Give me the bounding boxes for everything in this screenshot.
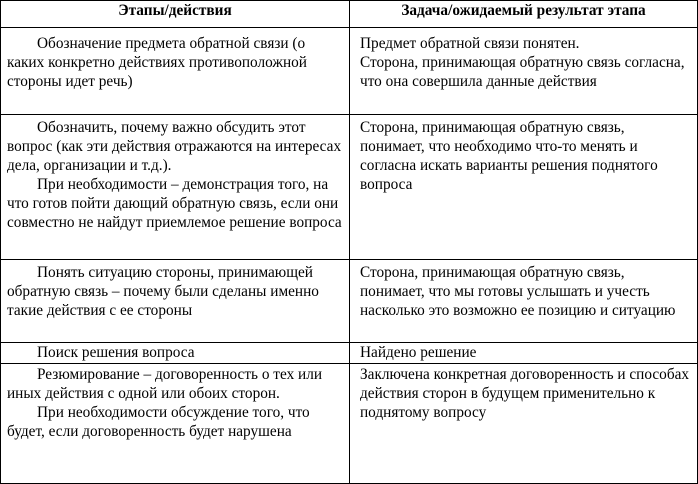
result-cell <box>350 343 698 364</box>
stage-cell <box>1 343 350 364</box>
stage-cell <box>1 260 350 343</box>
stage-cell <box>1 28 350 115</box>
header-stages-actions: Этапы/действия <box>1 1 350 28</box>
stage-text: Обозначение предмета обратной связи (о каких конкретно действиях противоположной стороны идет речь) <box>7 35 307 90</box>
table-row <box>1 115 698 260</box>
result-cell <box>350 28 698 115</box>
result-text: Сторона, принимающая обратную связь согласна, что она совершила данные действия <box>360 54 685 90</box>
table-row <box>1 28 698 115</box>
table-row <box>1 343 698 364</box>
stage-text: Обозначить, почему важно обсудить этот вопрос (как эти действия отражаются на интересах дела, организации и т.д.). <box>7 119 342 174</box>
result-cell <box>350 364 698 484</box>
result-text: Найдено решение <box>360 344 477 361</box>
result-text: Заключена конкретная договоренность и способах действия сторон в будущем применительно к поднятому вопросу <box>360 366 690 421</box>
result-cell <box>350 115 698 260</box>
stage-text: При необходимости обсуждение того, что будет, если договоренность будет нарушена <box>7 404 310 440</box>
stage-text: Резюмирование – договоренность о тех или иных действия с одной или обоих сторон. <box>7 366 323 402</box>
stage-text: При необходимости – демонстрация того, на что готов пойти дающий обратную связь, если они совместно не найдут приемлемое решение вопроса <box>7 176 342 231</box>
table-row <box>1 364 698 484</box>
stage-cell <box>1 364 350 484</box>
stage-text: Поиск решения вопроса <box>37 344 195 361</box>
stage-text: Понять ситуацию стороны, принимающей обратную связь – почему были сделаны именно такие действия с ее стороны <box>7 264 319 319</box>
table-header-row <box>1 1 698 28</box>
result-text: Предмет обратной связи понятен. <box>360 35 580 52</box>
header-task-expected-result: Задача/ожидаемый результат этапа <box>350 1 698 28</box>
result-text: Сторона, принимающая обратную связь, понимает, что мы готовы услышать и учесть насколько это возможно ее позицию и ситуацию <box>360 264 676 319</box>
result-text: Сторона, принимающая обратную связь, понимает, что необходимо что-то менять и согласна искать варианты решения поднятого вопроса <box>360 119 658 193</box>
stage-cell <box>1 115 350 260</box>
table-row <box>1 260 698 343</box>
result-cell <box>350 260 698 343</box>
